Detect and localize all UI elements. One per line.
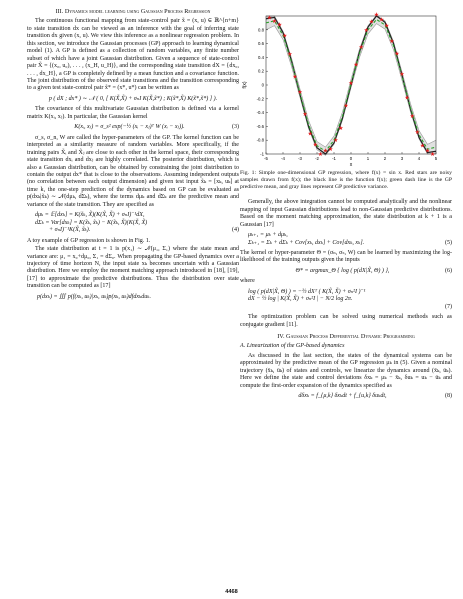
sample-point: ★ — [389, 38, 395, 45]
sample-point: ★ — [307, 131, 313, 138]
x-tick-label: 3 — [400, 156, 404, 161]
y-tick-label: 0 — [261, 82, 264, 88]
sample-point: ★ — [287, 51, 293, 58]
equation-body: dδxₖ = f_{μ,k} δxₖdt + f_{u,k} δuₖdt, — [298, 393, 387, 400]
x-tick-label: -1 — [332, 156, 336, 161]
y-axis-label: f(x) — [242, 81, 248, 89]
y-tick-label: -0.8 — [256, 137, 264, 143]
variance-lower-line — [266, 24, 436, 156]
sample-point: ★ — [302, 111, 308, 118]
sample-point: ★ — [333, 138, 339, 145]
equation-body: Θ* = argmax_Θ { log ( p(dX|X̃, Θ) ) }, — [295, 267, 390, 274]
y-tick-label: 0.8 — [258, 27, 264, 33]
paragraph: The state distribution at t = 1 is p(x₁) ∼ 𝒩(μ₁, Σ₁) where the state mean and variance are: μ₁ = x₀+dμ₀, Σ₁ = dΣ₀. When propagating the GP-based dynamics over a trajectory of time horizon N, the input state xₖ becomes uncertain with a Gaussian distribution. Here we employ the moment matching approach introduced in [18], [19], [17] to approximate the predictive distributions. Thus the distribution over state transition can be computed as [17] — [27, 246, 239, 290]
y-tick-label: 0.6 — [258, 41, 264, 47]
equation-number: (4) — [231, 227, 239, 234]
equation-number: (7) — [444, 303, 452, 310]
sample-point: ★ — [404, 95, 410, 102]
paragraph: The continuous functional mapping from state-control pair x̃ = (x, u) ∈ ℝ^{n+m} to state transition dx can be viewed as an inference with the goal of inferring state transition dx given (x, u). We view this inference as a nonlinear regression problem. In this section, we introduce the Gaussian processes (GP) approach to learning dynamical model (1). A GP is defined as a collection of random variables, any finite number subset of which have a joint Gaussian distribution. Given a sequence of state-control pair X̃ = {(x₀, u₀), . . . , (x_H, u_H)}, and the corresponding state transition dX = {dx₀, . . . , dx_H}, a GP is completely defined by a mean function and a covariance function. The joint distribution of the observed state transitions and the transition corresponding to a given test state-control pair x̃* = (x*, u*) can be written as — [27, 18, 239, 92]
sample-point: ★ — [297, 89, 303, 96]
x-tick-label: -4 — [281, 156, 285, 161]
equation-line: log ( p(dX|X̃, Θ) ) = −½ dXᵀ ( K(X̃, X̃) + σₙ²I )⁻¹ — [248, 288, 366, 295]
paragraph: The covariance of this multivariate Gaussian distribution is defined via a kernel matrix K(xᵢ, xⱼ). In particular, the Gaussian kernel — [27, 106, 239, 120]
subsection-heading: A. Linearization of the GP-based dynamics — [240, 343, 345, 350]
equation-6 — [240, 268, 452, 275]
sample-point: ★ — [271, 18, 278, 25]
equation-number: (3) — [231, 124, 239, 131]
right-column — [240, 8, 452, 404]
sample-point: ★ — [266, 15, 273, 22]
y-tick-label: 0.4 — [258, 54, 264, 60]
x-tick-label: 2 — [383, 156, 387, 161]
paragraph: σ_s, σ_n, W are called the hyper-parameters of the GP. The kernel function can be interpreted as a similarity measure of random variables. More specifically, if the training pairs X̃ᵢ and X̃ⱼ are close to each other in the kernel space, their corresponding state transition dxᵢ and dxⱼ are highly correlated. The posterior distribution, which is also a Gaussian distribution, can be obtained by constraining the joint distribution to contain the output dx* that is close to the observations. Assuming independent outputs (no correlation between each output dimension) and given test input x̃ₖ = [xₖ, uₖ] at time k, the one-step prediction of the dynamics based on GP can be evaluated as p(dxₖ|x̃ₖ) ∼ 𝒩(dμₖ, dΣₖ), where the terms dμₖ and dΣₖ are the predictive mean and variance of the state transition. They are specified as — [27, 134, 239, 208]
equation-number: (8) — [444, 393, 452, 400]
paragraph: Generally, the above integration cannot be computed analytically and the nonlinear mapping of input Gaussian distributions lead to non-Gaussian predictive distributions. Based on the moment matching approximation, the state distribution at k + 1 is a Gaussian [17] — [240, 199, 452, 228]
equation-number: (6) — [444, 267, 452, 274]
equation-3 — [27, 124, 239, 131]
page-number: 4468 — [225, 589, 238, 595]
series-layer — [266, 12, 436, 158]
equation-number: (5) — [444, 239, 452, 246]
paragraph: The optimization problem can be solved using numerical methods such as conjugate gradient [11]. — [240, 314, 452, 328]
sample-point: ★ — [322, 148, 329, 155]
equation-body: p ( dX ; dx* ) ∼ 𝒩 ( 0, [ K(X̃,X̃) + σₙI K(X̃,x̃*) ; K(x̃*,X̃) K(x̃*,x̃*) ] ). — [48, 95, 218, 102]
sample-point: ★ — [276, 22, 283, 29]
x-tick-label: -2 — [315, 156, 319, 161]
equation-line: dμₖ = 𝔼[dxₖ] = K(x̃ₖ, X̃)(K(X̃, X̃) + σₙI)⁻¹dX, — [35, 212, 145, 219]
sample-point: ★ — [414, 129, 420, 136]
sample-point: ★ — [317, 152, 324, 158]
sample-point: ★ — [409, 114, 415, 121]
y-tick-label: -0.4 — [256, 110, 264, 116]
y-tick-label: -0.2 — [256, 96, 264, 102]
sample-point: ★ — [363, 27, 369, 34]
sample-point: ★ — [327, 147, 334, 154]
paragraph: As discussed in the last section, the states of the dynamical systems can be approximated by the predictive mean of the GP regression μₖ in (5). Given a nominal trajectory (x̄ₖ, ūₖ) of states and controls, we linearize the dynamics around (x̄ₖ, ūₖ). Here we define the state and control deviations δxₖ = μₖ − x̄ₖ, δuₖ = uₖ − ūₖ and compute the first-order expansion of the dynamics specified as — [240, 352, 452, 389]
sample-point: ★ — [378, 17, 385, 24]
x-tick-label: -3 — [298, 156, 302, 161]
equation-7 — [240, 289, 452, 311]
y-tick-label: 0.2 — [258, 68, 264, 74]
x-tick-label: 5 — [434, 156, 438, 161]
x-axis-label: x — [349, 162, 353, 166]
sample-point: ★ — [373, 12, 380, 19]
paragraph: where — [240, 278, 255, 285]
equation-line: dX − ½ log | K(X̃, X̃) + σₙ²I | − N/2 log 2π. — [248, 296, 353, 303]
sample-point: ★ — [282, 33, 288, 40]
sample-point: ★ — [429, 152, 436, 158]
sample-point: ★ — [338, 125, 344, 132]
sample-point: ★ — [394, 51, 400, 58]
figure-1 — [240, 8, 452, 166]
equation-body: K(xᵢ, xⱼ) = σ_s² exp(−½ (xᵢ − xⱼ)ᵀ W (xᵢ − xⱼ)). — [74, 124, 185, 131]
gp-regression-chart — [240, 8, 452, 166]
sample-point: ★ — [292, 74, 298, 81]
sample-point: ★ — [358, 45, 364, 52]
sample-point: ★ — [419, 143, 426, 150]
equation-8 — [240, 393, 452, 400]
equation-line: dΣₖ = Var[dxₖ] = K(x̃ₖ, x̃ₖ) − K(x̃ₖ, X̃)(K(X̃, X̃) — [35, 219, 148, 226]
paragraph: The kernel or hyper-parameter Θ = (σₙ, σₛ, W) can be learned by maximizing the log-likelihood of the training outputs given the inputs — [240, 250, 452, 264]
sample-point: ★ — [343, 103, 349, 110]
sample-point: ★ — [353, 62, 359, 69]
section-heading-3: III. Dynamics model learning using Gaussian Process Regression — [55, 8, 211, 15]
equation-line: μₖ₊₁ = μₖ + dμₖ, — [248, 232, 288, 239]
x-tick-label: 4 — [417, 156, 421, 161]
x-tick-label: -5 — [264, 156, 268, 161]
equation-4 — [27, 212, 239, 234]
figure-caption: Fig. 1: Simple one-dimensional GP regression, where f(x) = sin x. Red stars are noisy samples drawn from f(x); the black line is the function f(x); green dash line is the GP predictive mean, and gray lines represent GP predictive variance. — [240, 170, 452, 191]
equation-integral — [27, 294, 239, 301]
x-tick-label: 0 — [349, 156, 353, 161]
equation-line: Σₖ₊₁ = Σₖ + dΣₖ + Cov[xₖ, dxₖ] + Cov[dxₖ, xₖ]. — [248, 239, 365, 246]
equation-5 — [240, 232, 452, 247]
sample-point: ★ — [424, 148, 431, 155]
sample-point: ★ — [384, 23, 390, 30]
sample-point: ★ — [312, 142, 318, 149]
sample-point: ★ — [348, 80, 354, 87]
left-column — [27, 8, 239, 304]
paragraph: A toy example of GP regression is shown in Fig. 1. — [27, 237, 151, 244]
y-tick-label: -0.6 — [256, 123, 264, 129]
section-heading-4: IV. Gaussian Process Differential Dynamic Programming — [277, 333, 415, 341]
sample-point: ★ — [368, 19, 375, 26]
sample-point: ★ — [399, 71, 405, 78]
equation-joint-distribution — [27, 96, 239, 103]
equation-line: + σₙI)⁻¹K(X̃, x̃ₖ). — [49, 227, 91, 234]
y-tick-label: -1 — [260, 151, 264, 157]
equation-body: p(dxₖ) = ∭ p(f(xₖ, uₖ)|xₖ, uₖ)p(xₖ, uₖ)dfdxₖduₖ. — [37, 293, 152, 300]
x-tick-label: 1 — [366, 156, 370, 161]
